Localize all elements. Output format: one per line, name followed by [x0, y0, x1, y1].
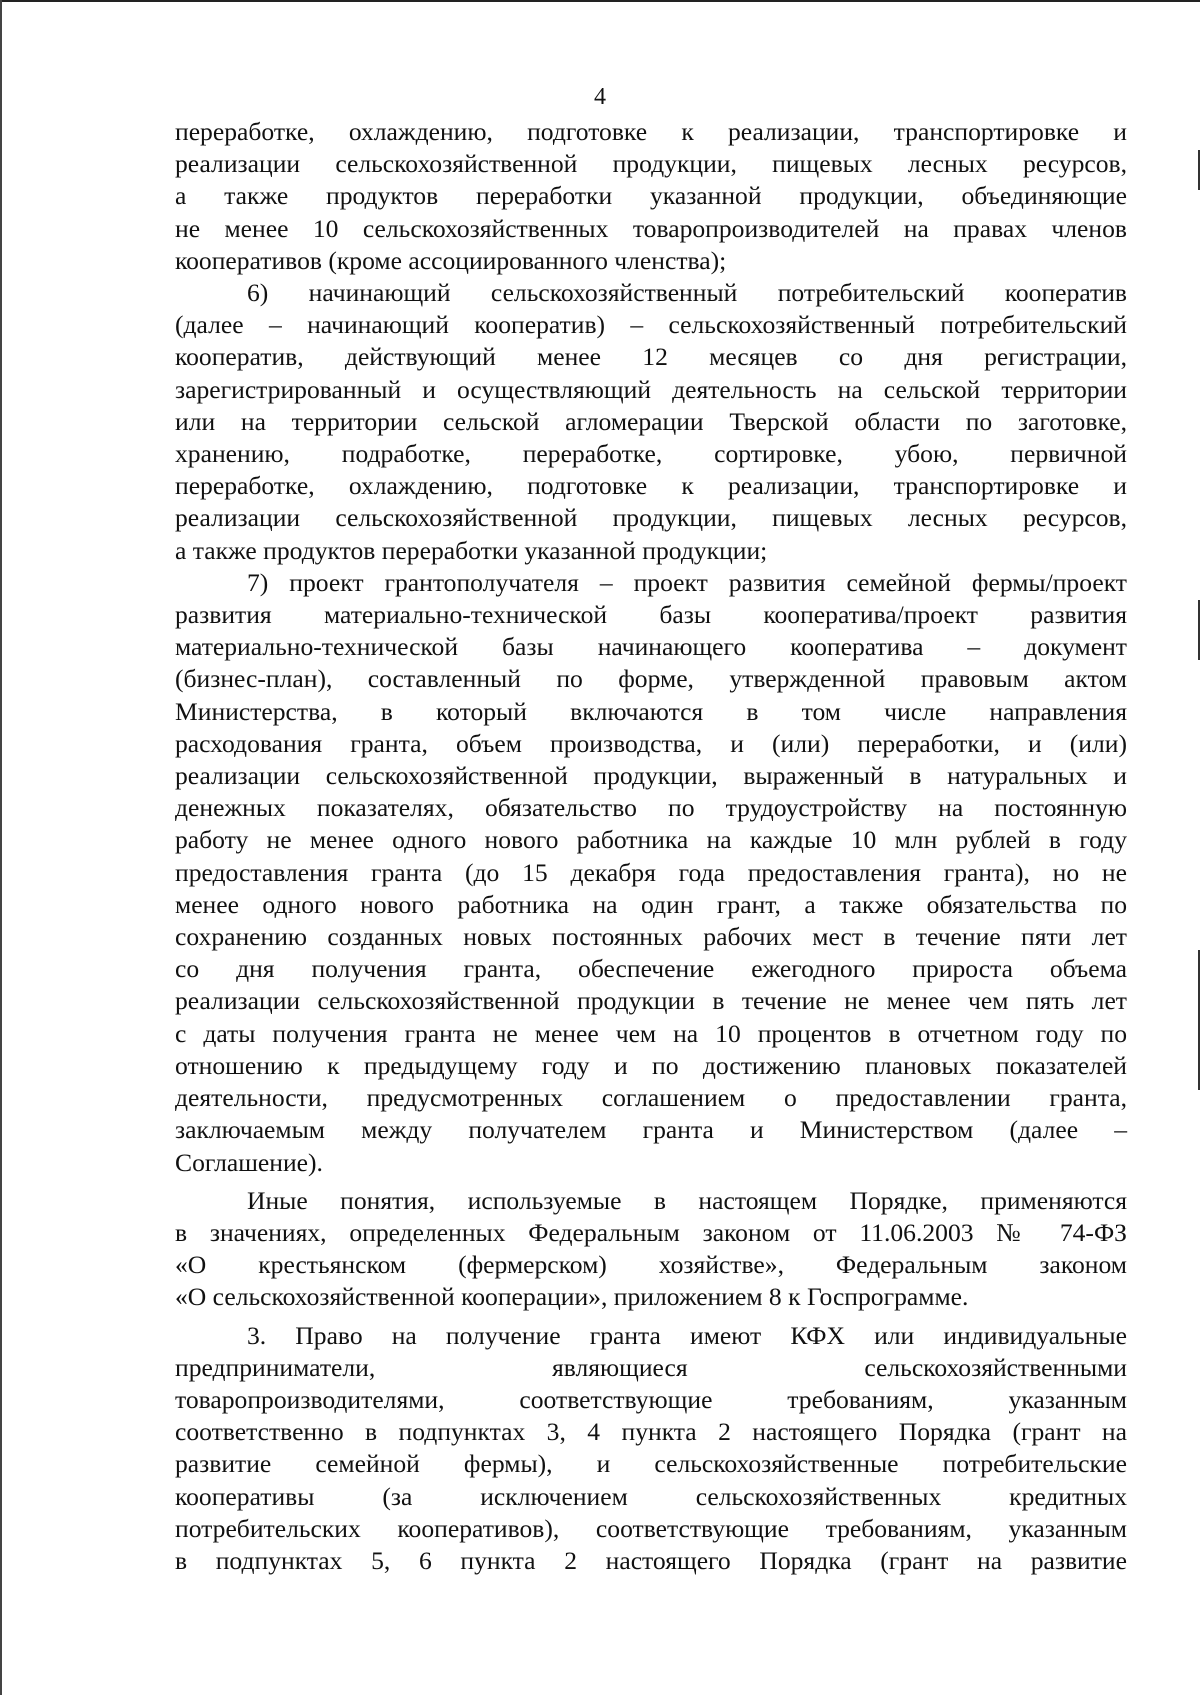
- scan-top-edge: [0, 0, 1200, 2]
- text-line: 7) проект грантополучателя – проект развития семейной фермы/проект: [247, 567, 1127, 597]
- text-line: сохранению созданных новых постоянных рабочих мест в течение пяти лет: [175, 922, 1127, 952]
- text-line: реализации сельскохозяйственной продукции, пищевых лесных ресурсов,: [175, 149, 1127, 179]
- text-line: реализации сельскохозяйственной продукции в течение не менее чем пять лет: [175, 986, 1127, 1016]
- scan-left-edge: [0, 0, 2, 1695]
- text-line: денежных показателях, обязательство по трудоустройству на постоянную: [175, 793, 1127, 823]
- text-line: 6) начинающий сельскохозяйственный потребительский кооператив: [247, 278, 1127, 308]
- text-line: реализации сельскохозяйственной продукции, пищевых лесных ресурсов,: [175, 503, 1127, 533]
- text-line: Министерства, в который включаются в том числе направления: [175, 696, 1127, 726]
- text-line: предприниматели, являющиеся сельскохозяйственными: [175, 1352, 1127, 1382]
- text-line: Соглашение).: [175, 1147, 323, 1177]
- paragraph: [175, 1185, 1127, 1314]
- paragraph: [175, 277, 1127, 567]
- text-line: зарегистрированный и осуществляющий деятельность на сельской территории: [175, 374, 1127, 404]
- text-line: (далее – начинающий кооператив) – сельскохозяйственный потребительский: [175, 310, 1127, 340]
- text-line: потребительских кооперативов), соответствующие требованиям, указанным: [175, 1513, 1127, 1543]
- text-line: кооперативы (за исключением сельскохозяйственных кредитных: [175, 1481, 1127, 1511]
- text-line: развитие семейной фермы), и сельскохозяйственные потребительские: [175, 1449, 1127, 1479]
- text-line: деятельности, предусмотренных соглашением о предоставлении гранта,: [175, 1083, 1127, 1113]
- text-line: реализации сельскохозяйственной продукции, выраженный в натуральных и: [175, 761, 1127, 791]
- text-line: в значениях, определенных Федеральным законом от 11.06.2003 № 74-ФЗ: [175, 1217, 1127, 1247]
- document-body: [175, 116, 1127, 1577]
- text-line: или на территории сельской агломерации Тверской области по заготовке,: [175, 406, 1127, 436]
- text-line: переработке, охлаждению, подготовке к реализации, транспортировке и: [175, 117, 1127, 146]
- text-line: менее одного нового работника на один грант, а также обязательства по: [175, 889, 1127, 919]
- text-line: «О сельскохозяйственной кооперации», приложением 8 к Госпрограмме.: [175, 1282, 969, 1312]
- text-line: товаропроизводителями, соответствующие требованиям, указанным: [175, 1384, 1127, 1414]
- text-line: «О крестьянском (фермерском) хозяйстве», Федеральным законом: [175, 1250, 1127, 1280]
- text-line: переработке, охлаждению, подготовке к реализации, транспортировке и: [175, 471, 1127, 501]
- text-line: предоставления гранта (до 15 декабря года предоставления гранта), но не: [175, 857, 1127, 887]
- text-line: не менее 10 сельскохозяйственных товаропроизводителей на правах членов: [175, 213, 1127, 243]
- text-line: 3. Право на получение гранта имеют КФХ или индивидуальные: [247, 1320, 1127, 1350]
- text-line: со дня получения гранта, обеспечение ежегодного прироста объема: [175, 954, 1127, 984]
- text-line: расходования гранта, объем производства, и (или) переработки, и (или): [175, 728, 1127, 758]
- text-line: кооперативов (кроме ассоциированного членства);: [175, 245, 727, 275]
- text-line: работу не менее одного нового работника на каждые 10 млн рублей в году: [175, 825, 1127, 855]
- text-line: развития материально-технической базы кооператива/проект развития: [175, 600, 1127, 630]
- text-line: а также продуктов переработки указанной продукции, объединяющие: [175, 181, 1127, 211]
- text-line: соответственно в подпунктах 3, 4 пункта 2 настоящего Порядка (грант на: [175, 1417, 1127, 1447]
- text-line: заключаемым между получателем гранта и Министерством (далее –: [175, 1115, 1127, 1145]
- text-line: с даты получения гранта не менее чем на 10 процентов в отчетном году по: [175, 1018, 1127, 1048]
- page-number: 4: [594, 84, 606, 110]
- text-line: материально-технической базы начинающего кооператива – документ: [175, 632, 1127, 662]
- paragraph: [175, 1320, 1127, 1578]
- text-line: а также продуктов переработки указанной продукции;: [175, 535, 768, 565]
- paragraph: [175, 116, 1127, 277]
- text-line: кооператив, действующий менее 12 месяцев со дня регистрации,: [175, 342, 1127, 372]
- paragraph: [175, 567, 1127, 1179]
- text-line: в подпунктах 5, 6 пункта 2 настоящего Порядка (грант на развитие: [175, 1545, 1127, 1575]
- text-line: отношению к предыдущему году и по достижению плановых показателей: [175, 1050, 1127, 1080]
- text-line: (бизнес-план), составленный по форме, утвержденной правовым актом: [175, 664, 1127, 694]
- text-line: Иные понятия, используемые в настоящем Порядке, применяются: [247, 1185, 1127, 1215]
- text-line: хранению, подработке, переработке, сортировке, убою, первичной: [175, 439, 1127, 469]
